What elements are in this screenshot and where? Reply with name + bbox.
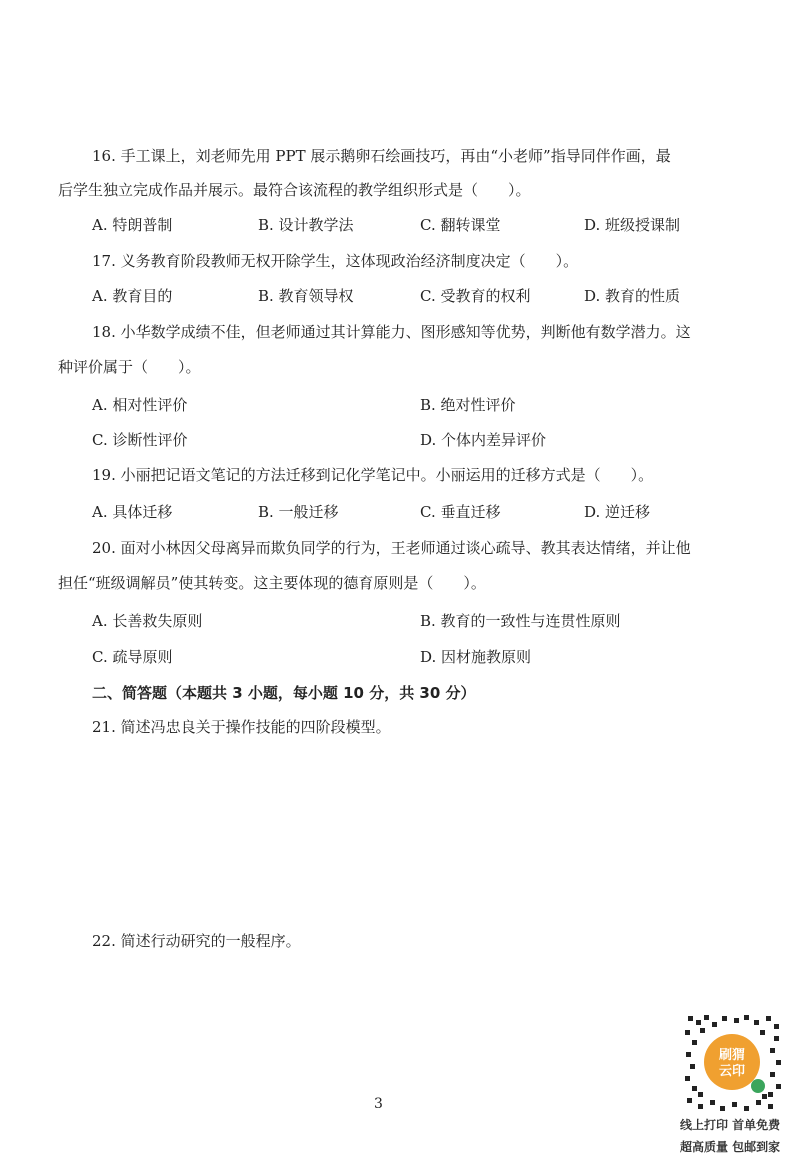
question-16-line-2: 后学生独立完成作品并展示。最符合该流程的教学组织形式是（ ）。: [58, 181, 531, 199]
ad-caption-1: 线上打印 首单免费: [680, 1118, 781, 1132]
question-16-option-a: A. 特朗普制: [92, 216, 173, 234]
question-18-line-2: 种评价属于（ ）。: [58, 358, 201, 376]
question-22: 22. 简述行动研究的一般程序。: [92, 932, 301, 950]
question-17-option-d: D. 教育的性质: [584, 287, 681, 305]
logo-text-2: 云印: [718, 1064, 746, 1079]
section-title: 二、简答题（本题共 3 小题，每小题 10 分，共 30 分）: [92, 684, 476, 702]
question-16-option-b: B. 设计教学法: [258, 216, 354, 234]
question-18-option-c: C. 诊断性评价: [92, 431, 188, 449]
logo-text-1: 刷猬: [718, 1048, 746, 1063]
question-20-option-b: B. 教育的一致性与连贯性原则: [420, 612, 621, 630]
question-20-option-c: C. 疏导原则: [92, 648, 173, 666]
question-18-option-a: A. 相对性评价: [92, 396, 188, 414]
question-18-line-1: 18. 小华数学成绩不佳，但老师通过其计算能力、图形感知等优势，判断他有数学潜力。这: [92, 323, 691, 341]
ad-caption-2: 超高质量 包邮到家: [680, 1140, 781, 1154]
question-17-option-c: C. 受教育的权利: [420, 287, 531, 305]
question-17-option-a: A. 教育目的: [92, 287, 173, 305]
question-18-option-d: D. 个体内差异评价: [420, 431, 547, 449]
question-20-option-d: D. 因材施教原则: [420, 648, 532, 666]
question-19-option-b: B. 一般迁移: [258, 503, 339, 521]
question-17-option-b: B. 教育领导权: [258, 287, 354, 305]
question-19-line-1: 19. 小丽把记语文笔记的方法迁移到记化学笔记中。小丽运用的迁移方式是（ ）。: [92, 466, 654, 484]
question-19-option-c: C. 垂直迁移: [420, 503, 501, 521]
mini-program-icon: [751, 1079, 765, 1093]
question-16-option-c: C. 翻转课堂: [420, 216, 501, 234]
question-16-line-1: 16. 手工课上，刘老师先用 PPT 展示鹅卵石绘画技巧，再由“小老师”指导同伴作画，最: [92, 147, 671, 165]
question-20-option-a: A. 长善救失原则: [92, 612, 203, 630]
question-20-line-2: 担任“班级调解员”使其转变。这主要体现的德育原则是（ ）。: [58, 574, 486, 592]
question-16-option-d: D. 班级授课制: [584, 216, 681, 234]
question-19-option-a: A. 具体迁移: [92, 503, 173, 521]
question-20-line-1: 20. 面对小林因父母离异而欺负同学的行为，王老师通过谈心疏导、教其表达情绪，并让他: [92, 539, 691, 557]
question-17-line-1: 17. 义务教育阶段教师无权开除学生，这体现政治经济制度决定（ ）。: [92, 252, 579, 270]
question-21: 21. 简述冯忠良关于操作技能的四阶段模型。: [92, 718, 391, 736]
qr-code-icon: [682, 1012, 782, 1112]
question-18-option-b: B. 绝对性评价: [420, 396, 516, 414]
question-19-option-d: D. 逆迁移: [584, 503, 651, 521]
page-number: 3: [374, 1096, 383, 1112]
